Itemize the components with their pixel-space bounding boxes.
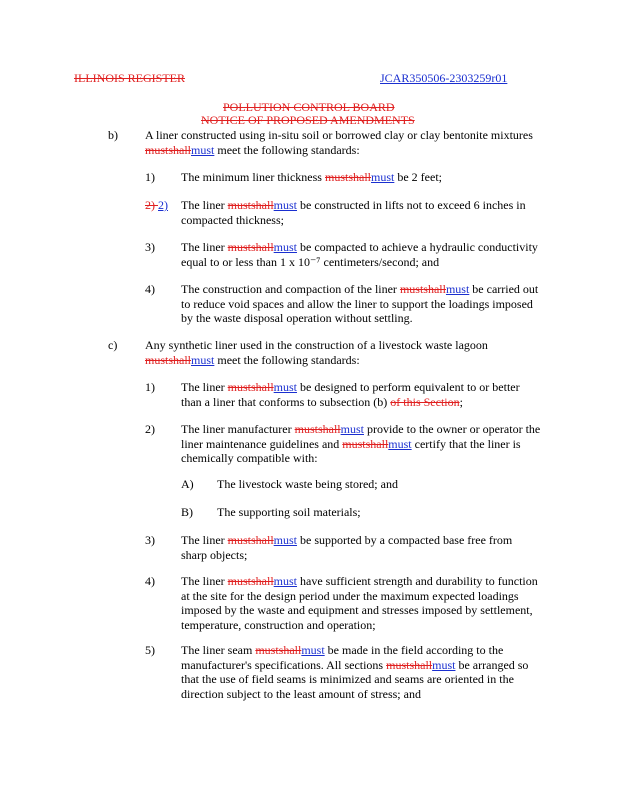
subsection-c-text: Any synthetic liner used in the construction of a livestock waste lagoon mustshallmust meet the following standards: (145, 338, 488, 367)
c-item-2-num: 2) (145, 422, 155, 436)
register-header: ILLINOIS REGISTER (74, 71, 185, 85)
c-item-2-sub-a-text: The livestock waste being stored; and (217, 477, 398, 491)
notice-title: NOTICE OF PROPOSED AMENDMENTS (201, 113, 415, 127)
c-item-5-text: The liner seam mustshallmust be made in the field according to the manufacturer's specifications. All sections mustshallmust be arranged so that the use of field seams is minimized and seams are oriented in the direction subject to the least amount of stress; and (181, 643, 529, 701)
c-item-1-text: The liner mustshallmust be designed to perform equivalent to or better than a liner that conforms to subsection (b) of this Section; (181, 380, 520, 409)
c-item-3-text: The liner mustshallmust be supported by a compacted base free from sharp objects; (181, 533, 513, 562)
b-item-3-num: 3) (145, 240, 155, 254)
b-item-4-text: The construction and compaction of the liner mustshallmust be carried out to reduce void spaces and allow the liner to support the loadings imposed by the waste disposal operation without settling. (181, 282, 539, 325)
subsection-b-text: A liner constructed using in-situ soil or borrowed clay or clay bentonite mixtures mustshallmust meet the following standards: (145, 128, 533, 157)
b-item-1-num: 1) (145, 170, 155, 184)
b-item-4-num: 4) (145, 282, 155, 296)
c-item-4-num: 4) (145, 574, 155, 588)
board-title: POLLUTION CONTROL BOARD (223, 100, 395, 114)
c-item-2-text: The liner manufacturer mustshallmust provide to the owner or operator the liner maintenance guidelines and mustshallmust certify that the liner is chemically compatible with: (181, 422, 541, 465)
c-item-1-num: 1) (145, 380, 155, 394)
b-item-2-text: The liner mustshallmust be constructed in lifts not to exceed 6 inches in compacted thickness; (181, 198, 526, 227)
c-item-3-num: 3) (145, 533, 155, 547)
c-item-2-sub-b-text: The supporting soil materials; (217, 505, 361, 519)
b-item-2-num: 2) 2) (145, 198, 168, 212)
c-item-2-sub-a-num: A) (181, 477, 194, 491)
subsection-c-label: c) (108, 338, 118, 352)
jcar-code: JCAR350506-2303259r01 (380, 71, 508, 85)
subsection-b-label: b) (108, 128, 118, 142)
b-item-1-text: The minimum liner thickness mustshallmust be 2 feet; (181, 170, 442, 184)
c-item-4-text: The liner mustshallmust have sufficient strength and durability to function at the site for the design period under the maximum expected loadings imposed by the waste and equipment and stresses imposed by settlement, temperature, construction and operation; (181, 574, 538, 632)
c-item-2-sub-b-num: B) (181, 505, 193, 519)
b-item-3-text: The liner mustshallmust be compacted to achieve a hydraulic conductivity equal to or less than 1 x 10⁻⁷ centimeters/second; and (181, 240, 538, 269)
c-item-5-num: 5) (145, 643, 155, 657)
